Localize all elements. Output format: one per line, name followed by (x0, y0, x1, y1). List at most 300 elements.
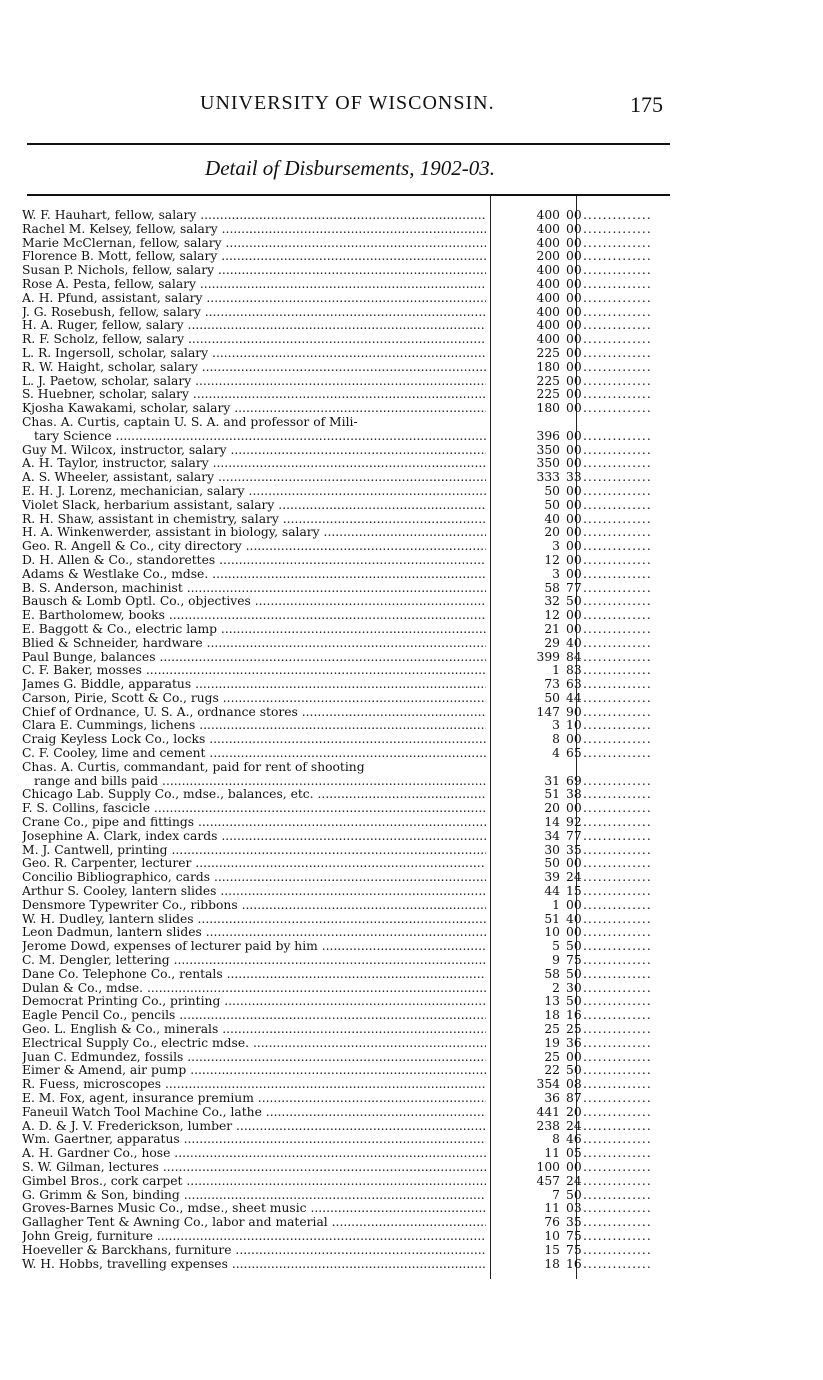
amount-cents: 50 (566, 994, 582, 1009)
table-row (22, 954, 682, 968)
amount-cents: 84 (566, 649, 582, 664)
amount-dollars: 12 (544, 608, 560, 623)
description-text: Violet Slack, herbarium assistant, salary ..... (22, 499, 486, 513)
blank-column-leader: .............. (583, 609, 652, 623)
table-row (22, 333, 682, 347)
amount-cents: 00 (566, 276, 582, 291)
amount-dollars: 350 (536, 442, 560, 457)
table-row (22, 457, 682, 471)
amount-cents: 05 (566, 1146, 582, 1161)
entry-description (22, 1133, 486, 1147)
entry-description (22, 471, 486, 485)
entry-description (22, 1023, 486, 1037)
description-text: H. A. Winkenwerder, assistant in biology, salary ..... (22, 526, 486, 540)
amount-dollars: 399 (536, 649, 560, 664)
blank-column-leader: .............. (583, 678, 652, 692)
table-row (22, 885, 682, 899)
blank-column-leader: .............. (583, 457, 652, 471)
entry-description (22, 1161, 486, 1175)
entry-description (22, 733, 486, 747)
table-row (22, 1147, 682, 1161)
description-text: Gallagher Tent & Awning Co., labor and material ..... (22, 1216, 486, 1230)
table-row (22, 595, 682, 609)
blank-column-leader: .............. (583, 1119, 652, 1133)
blank-column-leader: .............. (583, 374, 652, 388)
entry-description (22, 761, 486, 789)
description-text: Susan P. Nichols, fellow, salary ..... (22, 264, 486, 278)
description-text: Crane Co., pipe and fittings ..... (22, 816, 486, 830)
description-text: L. R. Ingersoll, scholar, salary ..... (22, 347, 486, 361)
blank-column-leader: .............. (583, 360, 652, 374)
amount-dollars: 51 (544, 787, 560, 802)
table-row (22, 444, 682, 458)
blank-column-leader: .............. (583, 512, 652, 526)
amount-dollars: 100 (536, 1159, 560, 1174)
amount-dollars: 400 (536, 290, 560, 305)
entry-description (22, 1078, 486, 1092)
amount-dollars: 400 (536, 318, 560, 333)
entry-description (22, 1202, 486, 1216)
table-row (22, 1258, 682, 1272)
table-row (22, 402, 682, 416)
amount-cents: 92 (566, 815, 582, 830)
blank-column-leader: .............. (583, 871, 652, 885)
blank-column-leader: .............. (583, 319, 652, 333)
table-row (22, 471, 682, 485)
entry-description (22, 1244, 486, 1258)
amount-dollars: 457 (536, 1173, 560, 1188)
amount-dollars: 21 (544, 621, 560, 636)
table-row (22, 306, 682, 320)
blank-column-leader: .............. (583, 1174, 652, 1188)
blank-column-leader: .............. (583, 346, 652, 360)
amount-cents: 00 (566, 373, 582, 388)
amount-cents: 00 (566, 566, 582, 581)
blank-column-leader: .............. (583, 1064, 652, 1078)
blank-column-leader: .............. (583, 1078, 652, 1092)
blank-column-leader: .............. (583, 967, 652, 981)
blank-column-leader: .............. (583, 788, 652, 802)
amount-cents: 00 (566, 249, 582, 264)
blank-column-leader: .............. (583, 1009, 652, 1023)
amount-cents: 08 (566, 1077, 582, 1092)
entry-description (22, 623, 486, 637)
description-text: Concilio Bibliographico, cards ..... (22, 871, 486, 885)
blank-column-leader: .............. (583, 1160, 652, 1174)
blank-column-leader: .............. (583, 540, 652, 554)
amount-dollars: 441 (536, 1104, 560, 1119)
amount-dollars: 3 (552, 539, 560, 554)
entry-description (22, 747, 486, 761)
table-row (22, 844, 682, 858)
amount-dollars: 50 (544, 497, 560, 512)
amount-dollars: 14 (544, 815, 560, 830)
amount-cents: 75 (566, 1228, 582, 1243)
amount-cents: 15 (566, 884, 582, 899)
table-row (22, 1064, 682, 1078)
entry-description (22, 457, 486, 471)
description-text: Arthur S. Cooley, lantern slides ..... (22, 885, 486, 899)
description-text: Blied & Schneider, hardware ..... (22, 637, 486, 651)
description-text: J. G. Rosebush, fellow, salary ..... (22, 306, 486, 320)
blank-column-leader: .............. (583, 995, 652, 1009)
description-text: C. F. Cooley, lime and cement ..... (22, 747, 486, 761)
amount-dollars: 225 (536, 373, 560, 388)
entry-description (22, 223, 486, 237)
blank-column-leader: .............. (583, 1133, 652, 1147)
description-text: Paul Bunge, balances ..... (22, 651, 486, 665)
table-row (22, 830, 682, 844)
description-text: John Greig, furniture ..... (22, 1230, 486, 1244)
description-text: James G. Biddle, apparatus ..... (22, 678, 486, 692)
amount-cents: 00 (566, 608, 582, 623)
amount-dollars: 4 (552, 746, 560, 761)
entry-description (22, 333, 486, 347)
amount-cents: 00 (566, 332, 582, 347)
amount-cents: 00 (566, 856, 582, 871)
amount-dollars: 180 (536, 401, 560, 416)
amount-cents: 00 (566, 1159, 582, 1174)
amount-cents: 00 (566, 235, 582, 250)
disbursement-table (22, 209, 682, 1271)
amount-dollars: 18 (544, 1008, 560, 1023)
amount-dollars: 30 (544, 842, 560, 857)
table-row (22, 223, 682, 237)
description-continuation: tary Science ..... (22, 430, 486, 444)
description-text: Jerome Dowd, expenses of lecturer paid by him ..... (22, 940, 486, 954)
table-row (22, 982, 682, 996)
blank-column-leader: .............. (583, 443, 652, 457)
blank-column-leader: .............. (583, 222, 652, 236)
amount-dollars: 180 (536, 359, 560, 374)
amount-dollars: 73 (544, 677, 560, 692)
entry-description (22, 802, 486, 816)
blank-column-leader: .............. (583, 774, 652, 788)
entry-description (22, 568, 486, 582)
description-text: R. W. Haight, scholar, salary ..... (22, 361, 486, 375)
description-text: Faneuil Watch Tool Machine Co., lathe ..... (22, 1106, 486, 1120)
entry-description (22, 1147, 486, 1161)
blank-column-leader: .............. (583, 1202, 652, 1216)
entry-description (22, 1120, 486, 1134)
table-row (22, 526, 682, 540)
amount-cents: 30 (566, 980, 582, 995)
blank-column-leader: .............. (583, 264, 652, 278)
amount-dollars: 238 (536, 1118, 560, 1133)
description-text: Geo. R. Carpenter, lecturer ..... (22, 857, 486, 871)
blank-column-leader: .............. (583, 1243, 652, 1257)
amount-dollars: 11 (544, 1146, 560, 1161)
amount-cents: 50 (566, 1063, 582, 1078)
table-row (22, 361, 682, 375)
description-text: Dulan & Co., mdse. ..... (22, 982, 486, 996)
blank-column-leader: .............. (583, 898, 652, 912)
amount-cents: 00 (566, 401, 582, 416)
entry-description (22, 1258, 486, 1272)
blank-column-leader: .............. (583, 402, 652, 416)
blank-column-leader: .............. (583, 291, 652, 305)
amount-dollars: 11 (544, 1201, 560, 1216)
blank-column-leader: .............. (583, 912, 652, 926)
entry-description (22, 554, 486, 568)
amount-dollars: 39 (544, 870, 560, 885)
description-text: Electrical Supply Co., electric mdse. ..... (22, 1037, 486, 1051)
amount-dollars: 354 (536, 1077, 560, 1092)
table-row (22, 250, 682, 264)
blank-column-leader: .............. (583, 636, 652, 650)
entry-description (22, 1064, 486, 1078)
blank-column-leader: .............. (583, 816, 652, 830)
entry-description (22, 954, 486, 968)
amount-cents: 40 (566, 911, 582, 926)
entry-description (22, 706, 486, 720)
amount-dollars: 36 (544, 1091, 560, 1105)
blank-column-leader: .............. (583, 885, 652, 899)
description-text: Chicago Lab. Supply Co., mdse., balances, etc. ..... (22, 788, 486, 802)
description-text: Adams & Westlake Co., mdse. ..... (22, 568, 486, 582)
amount-cents: 36 (566, 1035, 582, 1050)
blank-column-leader: .............. (583, 829, 652, 843)
entry-description (22, 719, 486, 733)
description-text: R. H. Shaw, assistant in chemistry, salary ..... (22, 513, 486, 527)
amount-dollars: 1 (552, 897, 560, 912)
entry-description (22, 375, 486, 389)
table-row (22, 1051, 682, 1065)
amount-dollars: 13 (544, 994, 560, 1009)
blank-column-leader: .............. (583, 926, 652, 940)
amount-cents: 00 (566, 304, 582, 319)
table-row (22, 554, 682, 568)
entry-description (22, 678, 486, 692)
amount-cents: 00 (566, 387, 582, 402)
entry-description (22, 292, 486, 306)
entry-description (22, 1106, 486, 1120)
entry-description (22, 899, 486, 913)
header-rule (27, 143, 670, 145)
amount-dollars: 25 (544, 1022, 560, 1037)
table-row (22, 747, 682, 761)
table-row (22, 788, 682, 802)
amount-dollars: 29 (544, 635, 560, 650)
amount-dollars: 50 (544, 690, 560, 705)
description-text: Kjosha Kawakami, scholar, salary ..... (22, 402, 486, 416)
description-text: Chas. A. Curtis, captain U. S. A. and professor of Mili- (22, 415, 358, 429)
table-row (22, 347, 682, 361)
table-row (22, 1189, 682, 1203)
table-row (22, 540, 682, 554)
amount-dollars: 76 (544, 1215, 560, 1230)
table-row (22, 209, 682, 223)
table-row (22, 637, 682, 651)
table-row (22, 278, 682, 292)
blank-column-leader: .............. (583, 802, 652, 816)
table-row (22, 1230, 682, 1244)
table-row (22, 692, 682, 706)
entry-description (22, 347, 486, 361)
entry-description (22, 306, 486, 320)
table-row (22, 416, 682, 444)
blank-column-leader: .............. (583, 498, 652, 512)
amount-cents: 87 (566, 1091, 582, 1105)
table-row (22, 1023, 682, 1037)
table-row (22, 651, 682, 665)
description-text: Gimbel Bros., cork carpet ..... (22, 1175, 486, 1189)
amount-cents: 24 (566, 1173, 582, 1188)
entry-description (22, 209, 486, 223)
description-text: E. M. Fox, agent, insurance premium ..... (22, 1092, 486, 1106)
amount-cents: 50 (566, 939, 582, 954)
description-text: Juan C. Edmundez, fossils ..... (22, 1051, 486, 1065)
amount-dollars: 9 (552, 953, 560, 968)
description-text: Democrat Printing Co., printing ..... (22, 995, 486, 1009)
blank-column-leader: .............. (583, 705, 652, 719)
amount-cents: 00 (566, 345, 582, 360)
amount-dollars: 333 (536, 470, 560, 485)
amount-cents: 00 (566, 497, 582, 512)
page-header (0, 92, 823, 122)
description-text: R. F. Scholz, fellow, salary ..... (22, 333, 486, 347)
entry-description (22, 416, 486, 444)
amount-dollars: 400 (536, 332, 560, 347)
description-text: Florence B. Mott, fellow, salary ..... (22, 250, 486, 264)
table-row (22, 292, 682, 306)
description-text: Densmore Typewriter Co., ribbons ..... (22, 899, 486, 913)
entry-description (22, 1051, 486, 1065)
description-text: Chas. A. Curtis, commandant, paid for rent of shooting (22, 760, 365, 774)
entry-description (22, 651, 486, 665)
blank-column-leader: .............. (583, 1216, 652, 1230)
description-text: Carson, Pirie, Scott & Co., rugs ..... (22, 692, 486, 706)
entry-description (22, 692, 486, 706)
amount-cents: 25 (566, 1022, 582, 1037)
blank-column-leader: .............. (583, 429, 652, 443)
description-text: A. D. & J. V. Frederickson, lumber ..... (22, 1120, 486, 1134)
amount-dollars: 32 (544, 594, 560, 609)
description-text: Dane Co. Telephone Co., rentals ..... (22, 968, 486, 982)
description-text: G. Grimm & Son, binding ..... (22, 1189, 486, 1203)
entry-description (22, 250, 486, 264)
entry-description (22, 388, 486, 402)
description-text: S. W. Gilman, lectures ..... (22, 1161, 486, 1175)
amount-cents: 44 (566, 690, 582, 705)
description-text: Rose A. Pesta, fellow, salary ..... (22, 278, 486, 292)
description-text: A. H. Pfund, assistant, salary ..... (22, 292, 486, 306)
entry-description (22, 830, 486, 844)
amount-dollars: 25 (544, 1049, 560, 1064)
amount-dollars: 44 (544, 884, 560, 899)
description-text: E. H. J. Lorenz, mechanician, salary ..... (22, 485, 486, 499)
entry-description (22, 319, 486, 333)
table-row (22, 802, 682, 816)
blank-column-leader: .............. (583, 388, 652, 402)
table-row (22, 664, 682, 678)
entry-description (22, 278, 486, 292)
blank-column-leader: .............. (583, 747, 652, 761)
amount-dollars: 58 (544, 966, 560, 981)
description-text: M. J. Cantwell, printing ..... (22, 844, 486, 858)
entry-description (22, 444, 486, 458)
description-text: Marie McClernan, fellow, salary ..... (22, 237, 486, 251)
amount-dollars: 20 (544, 525, 560, 540)
table-row (22, 1078, 682, 1092)
entry-description (22, 995, 486, 1009)
entry-description (22, 582, 486, 596)
amount-dollars: 225 (536, 387, 560, 402)
table-row (22, 513, 682, 527)
amount-dollars: 10 (544, 925, 560, 940)
amount-dollars: 18 (544, 1256, 560, 1271)
blank-column-leader: .............. (583, 209, 652, 222)
description-text: Guy M. Wilcox, instructor, salary ..... (22, 444, 486, 458)
entry-description (22, 485, 486, 499)
amount-dollars: 8 (552, 732, 560, 747)
amount-cents: 35 (566, 1215, 582, 1230)
table-row (22, 319, 682, 333)
running-title: UNIVERSITY OF WISCONSIN. (200, 92, 495, 114)
amount-cents: 50 (566, 966, 582, 981)
entry-description (22, 788, 486, 802)
amount-dollars: 400 (536, 221, 560, 236)
description-text: Eimer & Amend, air pump ..... (22, 1064, 486, 1078)
blank-column-leader: .............. (583, 719, 652, 733)
section-title: Detail of Disbursements, 1902-03. (205, 156, 495, 180)
entry-description (22, 1092, 486, 1106)
entry-description (22, 237, 486, 251)
entry-description (22, 913, 486, 927)
amount-dollars: 200 (536, 249, 560, 264)
description-text: W. F. Hauhart, fellow, salary ..... (22, 209, 486, 223)
table-row (22, 1120, 682, 1134)
entry-description (22, 402, 486, 416)
description-text: C. F. Baker, mosses ..... (22, 664, 486, 678)
blank-column-leader: .............. (583, 622, 652, 636)
description-text: A. H. Gardner Co., hose ..... (22, 1147, 486, 1161)
table-row (22, 761, 682, 789)
blank-column-leader: .............. (583, 691, 652, 705)
table-row (22, 857, 682, 871)
amount-cents: 69 (566, 773, 582, 788)
entry-description (22, 526, 486, 540)
description-text: Josephine A. Clark, index cards ..... (22, 830, 486, 844)
table-row (22, 940, 682, 954)
description-text: H. A. Ruger, fellow, salary ..... (22, 319, 486, 333)
entry-description (22, 609, 486, 623)
page-number: 175 (630, 92, 663, 117)
amount-cents: 00 (566, 925, 582, 940)
entry-description (22, 637, 486, 651)
entry-description (22, 264, 486, 278)
entry-description (22, 499, 486, 513)
table-row (22, 582, 682, 596)
title-rule (27, 194, 670, 196)
entry-description (22, 982, 486, 996)
blank-column-leader: .............. (583, 1105, 652, 1119)
blank-column-leader: .............. (583, 940, 652, 954)
amount-cents: 00 (566, 318, 582, 333)
amount-dollars: 58 (544, 580, 560, 595)
table-row (22, 706, 682, 720)
description-text: Geo. L. English & Co., minerals ..... (22, 1023, 486, 1037)
amount-cents: 00 (566, 208, 582, 222)
amount-cents: 16 (566, 1256, 582, 1271)
blank-column-leader: .............. (583, 733, 652, 747)
blank-column-leader: .............. (583, 1229, 652, 1243)
amount-dollars: 5 (552, 939, 560, 954)
amount-dollars: 225 (536, 345, 560, 360)
table-row (22, 237, 682, 251)
blank-column-leader: .............. (583, 236, 652, 250)
amount-cents: 00 (566, 483, 582, 498)
